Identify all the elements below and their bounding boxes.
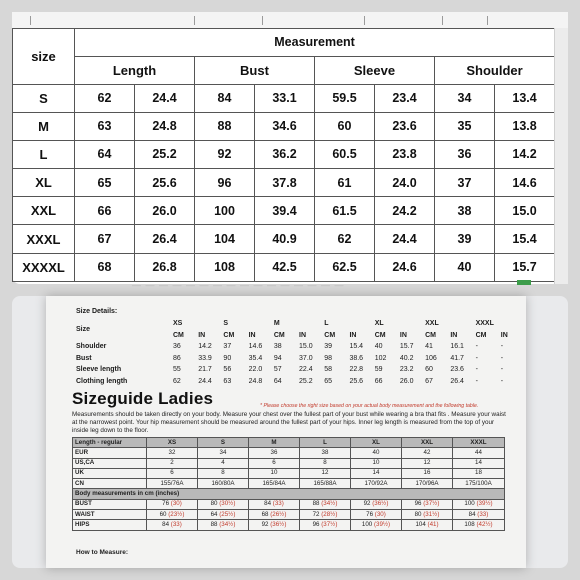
measurement-cell: 62 (315, 225, 375, 253)
length-header: Length (75, 57, 195, 85)
size-details-value: 57 (273, 366, 282, 374)
size-conversion-table (72, 437, 505, 531)
body-measurement-cell (351, 510, 402, 520)
inch-value: (37½) (423, 500, 440, 508)
measurement-cell: 24.4 (375, 225, 435, 253)
measurement-cell: 15.0 (495, 197, 555, 225)
measurement-cell: 39 (435, 225, 495, 253)
size-details-value: 14.2 (198, 343, 212, 351)
measurement-cell: 40.9 (255, 225, 315, 253)
size-details-value: 65 (324, 377, 333, 385)
size-details-value: 39 (324, 343, 333, 351)
size-details-value: 66 (374, 377, 383, 385)
guide-cell: 8 (198, 468, 249, 478)
size-details-value: 24.8 (248, 377, 263, 385)
measurement-cell: 108 (195, 253, 255, 281)
measurement-cell: 62.5 (315, 253, 375, 281)
guide-cell: 34 (198, 448, 249, 458)
size-details-value: 40.2 (399, 354, 414, 362)
body-measurement-cell (147, 510, 198, 520)
unit-in: IN (299, 331, 307, 339)
size-details-value: 59 (374, 366, 383, 374)
cm-value: 76 (366, 510, 374, 518)
guide-cell: 155/76A (147, 479, 198, 489)
size-details-size-row (76, 318, 526, 330)
guide-header-cell: XXXL (453, 438, 505, 448)
measurement-cell: 59.5 (315, 85, 375, 113)
cm-value: 84 (162, 520, 170, 528)
inch-value: (33) (272, 500, 284, 508)
unit-cm: CM (374, 331, 386, 339)
cm-value: 64 (210, 510, 218, 518)
measurement-cell: 39.4 (255, 197, 315, 225)
inch-value: (30½) (219, 500, 236, 508)
cm-value: 104 (415, 520, 426, 528)
size-label: Size (76, 326, 91, 333)
measurement-cell: 34.6 (255, 113, 315, 141)
size-details-value: 23.2 (399, 366, 414, 374)
body-measurement-cell (147, 499, 198, 509)
size-details-value: 21.7 (198, 366, 212, 374)
size-details-value: 37 (223, 343, 232, 351)
guide-header-cell: L (300, 438, 351, 448)
guide-cell: 160/80A (198, 479, 249, 489)
size-details-value: 15.0 (299, 343, 313, 351)
inch-value: (33) (170, 520, 182, 528)
guide-row-label: US,CA (73, 458, 147, 468)
size-details-value: 22.4 (299, 366, 313, 374)
guide-header-row (73, 438, 505, 448)
guide-cell: 32 (147, 448, 198, 458)
cm-value: 100 (361, 520, 373, 528)
table-row (76, 364, 526, 376)
cropped-row-text: — — — — — — — — — — — — — — — — (132, 280, 345, 290)
body-measurement-cell (300, 510, 351, 520)
size-details-size: XL (374, 320, 384, 328)
size-details-title: Size Details: (76, 308, 118, 315)
inch-value: (39½) (476, 500, 493, 508)
size-cell: M (13, 113, 75, 141)
size-cell: XXXL (13, 225, 75, 253)
guide-row-label: EUR (73, 448, 147, 458)
size-details-value: 16.1 (450, 343, 464, 351)
table-row (76, 376, 526, 388)
guide-cell: 14 (453, 458, 505, 468)
size-details-value: 106 (425, 354, 437, 362)
cm-value: 80 (414, 510, 422, 518)
measurement-cell: 24.4 (135, 85, 195, 113)
inch-value: (36½) (270, 520, 287, 528)
shoulder-header: Shoulder (435, 57, 555, 85)
size-details-value: 38.6 (349, 354, 364, 362)
measurement-cell: 13.8 (495, 113, 555, 141)
measurement-cell: 68 (75, 253, 135, 281)
vertical-scrollbar[interactable] (554, 28, 568, 284)
body-row-label: HIPS (73, 520, 147, 530)
measurement-cell: 26.4 (135, 225, 195, 253)
guide-cell: 40 (351, 448, 402, 458)
inch-value: (33) (477, 510, 489, 518)
table-row (13, 113, 555, 141)
body-measurement-cell (402, 499, 453, 509)
body-measurement-cell (198, 520, 249, 530)
size-details-value: 67 (425, 377, 433, 385)
guide-header-cell: XXL (402, 438, 453, 448)
guide-cell: 38 (300, 448, 351, 458)
measurement-cell: 15.4 (495, 225, 555, 253)
measurement-cell: 24.8 (135, 113, 195, 141)
table-row (13, 253, 555, 281)
sleeve-header: Sleeve (315, 57, 435, 85)
measurement-cell: 37 (435, 169, 495, 197)
unit-in: IN (349, 331, 357, 339)
guide-cell: 44 (453, 448, 505, 458)
measurement-cell: 65 (75, 169, 135, 197)
size-details-table (76, 318, 526, 387)
measurement-cell: 60 (315, 113, 375, 141)
guide-cell: 10 (351, 458, 402, 468)
inch-value: (37½) (321, 520, 338, 528)
table-row (73, 468, 505, 478)
measurement-table (12, 28, 555, 282)
size-details-size: XXL (425, 320, 439, 328)
unit-cm: CM (173, 331, 184, 339)
cm-value: 76 (162, 500, 170, 508)
guide-header-cell: S (198, 438, 249, 448)
cm-value: 100 (464, 500, 475, 508)
size-details-value: 41 (425, 343, 433, 351)
size-details-label: Sleeve length (76, 366, 122, 374)
body-measurement-cell (402, 520, 453, 530)
measurement-cell: 13.4 (495, 85, 555, 113)
inch-value: (34½) (219, 520, 236, 528)
guide-cell: 16 (402, 468, 453, 478)
table-row (73, 520, 505, 530)
guide-cell: 10 (249, 468, 300, 478)
size-details-size: XS (173, 320, 183, 328)
inch-value: (28½) (321, 510, 338, 518)
measurement-cell: 37.8 (255, 169, 315, 197)
sizeguide-title: Sizeguide Ladies (72, 389, 214, 408)
measurement-photo (12, 12, 568, 290)
table-row (73, 479, 505, 489)
unit-cm: CM (223, 331, 235, 339)
measurement-cell: 15.7 (495, 253, 555, 281)
measurement-cell: 61.5 (315, 197, 375, 225)
measurement-cell: 63 (75, 113, 135, 141)
guide-row-label: UK (73, 468, 147, 478)
body-measurement-cell (351, 499, 402, 509)
size-details-value: 35.4 (248, 354, 263, 362)
guide-row-label: CN (73, 479, 147, 489)
guide-header-cell: XL (351, 438, 402, 448)
size-details-value: 37.0 (299, 354, 313, 362)
measurement-cell: 42.5 (255, 253, 315, 281)
measurement-cell: 66 (75, 197, 135, 225)
size-details-value: - (500, 366, 504, 374)
table-row (76, 353, 526, 365)
measurement-instructions: Measurements should be taken directly on your body. Measure your chest over the fullest part of your bust while wearing a bra that fits . Measure your waist at the narrowest point. Your hip measurement should be measured around the fullest part of your hips. Inner leg length is measured from the top of your inside leg down to the floor. (72, 411, 506, 434)
inch-value: (41) (427, 520, 439, 528)
body-measurements-header-row (73, 489, 505, 499)
size-details-value: 62 (173, 377, 181, 385)
guide-cell: 6 (249, 458, 300, 468)
cm-value: 92 (261, 520, 269, 528)
cm-value: 88 (312, 500, 320, 508)
measurement-cell: 24.6 (375, 253, 435, 281)
bust-header: Bust (195, 57, 315, 85)
measurement-cell: 36.2 (255, 141, 315, 169)
size-details-value: 26.4 (450, 377, 464, 385)
body-measurement-cell (198, 499, 249, 509)
unit-in: IN (500, 331, 508, 339)
cm-value: 68 (261, 510, 269, 518)
size-details-value: 26.0 (399, 377, 414, 385)
body-measurement-cell (249, 520, 300, 530)
size-cell: XXL (13, 197, 75, 225)
size-details-size: M (273, 320, 280, 328)
table-row (13, 197, 555, 225)
cm-value: 72 (312, 510, 320, 518)
guide-cell: 42 (402, 448, 453, 458)
size-details-value: 36 (173, 343, 181, 351)
guide-cell: 8 (300, 458, 351, 468)
size-details-value: 64 (273, 377, 282, 385)
body-measurement-cell (147, 520, 198, 530)
measurement-cell: 100 (195, 197, 255, 225)
measurement-cell: 88 (195, 113, 255, 141)
size-details-value: - (500, 343, 504, 351)
unit-in: IN (248, 331, 256, 339)
inch-value: (42½) (476, 520, 493, 528)
inch-value: (36½) (372, 500, 389, 508)
measurement-cell: 61 (315, 169, 375, 197)
size-details-value: - (500, 354, 504, 362)
size-details-value: 25.2 (299, 377, 313, 385)
size-details-size: XXXL (475, 320, 494, 328)
size-details-size: L (324, 320, 329, 328)
measurement-cell: 25.6 (135, 169, 195, 197)
size-details-value: 41.7 (450, 354, 464, 362)
cm-value: 92 (363, 500, 371, 508)
size-details-value: 38 (273, 343, 282, 351)
size-details-value: - (500, 377, 504, 385)
size-choice-note: * Please choose the right size based on your actual body measurement and the following table. (260, 403, 479, 409)
size-details-value: 98 (324, 354, 333, 362)
guide-cell: 14 (351, 468, 402, 478)
guide-cell: 165/88A (300, 479, 351, 489)
size-details-value: 14.6 (248, 343, 263, 351)
unit-cm: CM (273, 331, 285, 339)
body-measurement-cell (453, 520, 505, 530)
size-details-value: 24.4 (198, 377, 212, 385)
inch-value: (30) (170, 500, 182, 508)
cm-value: 88 (210, 520, 218, 528)
measurement-cell: 23.4 (375, 85, 435, 113)
body-measurement-cell (402, 510, 453, 520)
inch-value: (34½) (321, 500, 338, 508)
measurement-cell: 40 (435, 253, 495, 281)
size-details-label: Bust (76, 354, 92, 362)
measurement-cell: 38 (435, 197, 495, 225)
guide-cell: 12 (300, 468, 351, 478)
inch-value: (26½) (270, 510, 287, 518)
cm-value: 80 (210, 500, 218, 508)
table-row (73, 510, 505, 520)
size-details-value: 58 (324, 366, 333, 374)
measurement-cell: 92 (195, 141, 255, 169)
unit-cm: CM (475, 331, 487, 339)
cm-value: 96 (414, 500, 422, 508)
cm-value: 84 (468, 510, 476, 518)
size-details-size: S (223, 320, 229, 328)
size-details-value: 22.0 (248, 366, 263, 374)
unit-in: IN (198, 331, 206, 339)
measurement-cell: 64 (75, 141, 135, 169)
inch-value: (23½) (168, 510, 185, 518)
unit-cm: CM (324, 331, 336, 339)
guide-cell: 165/84A (249, 479, 300, 489)
size-guide-sheet (46, 296, 526, 568)
inch-value: (39½) (373, 520, 391, 528)
measurement-cell: 14.6 (495, 169, 555, 197)
measurement-cell: 24.0 (375, 169, 435, 197)
measurement-cell: 60.5 (315, 141, 375, 169)
size-details-value: 22.8 (349, 366, 364, 374)
measurement-cell: 35 (435, 113, 495, 141)
sheet-tab-indicator (517, 280, 531, 285)
size-details-value: 86 (173, 354, 181, 362)
size-details-label: Shoulder (76, 343, 107, 351)
guide-header-cell: XS (147, 438, 198, 448)
size-cell: XL (13, 169, 75, 197)
measurement-header: Measurement (75, 29, 555, 57)
measurement-cell: 25.2 (135, 141, 195, 169)
body-measurement-cell (300, 499, 351, 509)
measurement-cell: 23.6 (375, 113, 435, 141)
body-measurement-cell (300, 520, 351, 530)
guide-cell: 6 (147, 468, 198, 478)
size-details-value: 23.6 (450, 366, 464, 374)
measurement-cell: 62 (75, 85, 135, 113)
unit-in: IN (399, 331, 407, 339)
size-details-value: - (475, 343, 478, 351)
measurement-cell: 26.0 (135, 197, 195, 225)
size-details-value: - (475, 366, 478, 374)
measurement-cell: 14.2 (495, 141, 555, 169)
spreadsheet-top-strip (12, 12, 568, 28)
guide-cell: 170/96A (402, 479, 453, 489)
guide-header-cell: Length - regular (73, 438, 147, 448)
guide-cell: 170/92A (351, 479, 402, 489)
table-row (13, 85, 555, 113)
size-details-value: 63 (223, 377, 232, 385)
table-row (13, 225, 555, 253)
size-details-value: 25.6 (349, 377, 364, 385)
cm-value: 60 (159, 510, 167, 518)
size-details-value: 102 (374, 354, 387, 362)
unit-cm: CM (425, 331, 437, 339)
body-measurement-cell (453, 510, 505, 520)
table-row (13, 141, 555, 169)
measurement-cell: 104 (195, 225, 255, 253)
body-row-label: WAIST (73, 510, 147, 520)
cm-value: 108 (464, 520, 475, 528)
body-measurement-cell (249, 510, 300, 520)
guide-cell: 36 (249, 448, 300, 458)
size-details-value: 56 (223, 366, 232, 374)
measurement-cell: 36 (435, 141, 495, 169)
guide-cell: 4 (198, 458, 249, 468)
size-cell: XXXXL (13, 253, 75, 281)
body-row-label: BUST (73, 499, 147, 509)
size-details-value: 90 (223, 354, 232, 362)
size-details-value: 15.4 (349, 343, 364, 351)
measurement-cell: 34 (435, 85, 495, 113)
table-row (13, 169, 555, 197)
table-row (73, 448, 505, 458)
size-cell: L (13, 141, 75, 169)
measurement-cell: 84 (195, 85, 255, 113)
unit-in: IN (450, 331, 458, 339)
table-row (73, 458, 505, 468)
size-cell: S (13, 85, 75, 113)
table-row (76, 341, 526, 353)
measurement-cell: 26.8 (135, 253, 195, 281)
measurement-cell: 96 (195, 169, 255, 197)
size-details-value: 94 (273, 354, 282, 362)
size-guide-photo (12, 296, 568, 568)
body-measurement-cell (198, 510, 249, 520)
cm-value: 96 (312, 520, 320, 528)
guide-cell: 175/100A (453, 479, 505, 489)
size-column-header: size (13, 29, 75, 85)
size-details-value: 15.7 (399, 343, 414, 351)
body-measurement-cell (351, 520, 402, 530)
size-details-value: 60 (425, 366, 433, 374)
size-details-value: - (475, 377, 478, 385)
guide-cell: 18 (453, 468, 505, 478)
measurement-cell: 67 (75, 225, 135, 253)
inch-value: (30) (374, 510, 386, 518)
how-to-measure-heading: How to Measure: (76, 549, 129, 556)
body-measurements-header: Body measurements in cm (inches) (73, 489, 505, 499)
inch-value: (25½) (219, 510, 236, 518)
body-measurement-cell (249, 499, 300, 509)
size-details-value: 40 (374, 343, 383, 351)
guide-header-cell: M (249, 438, 300, 448)
measurement-cell: 24.2 (375, 197, 435, 225)
size-details-value: 33.9 (198, 354, 212, 362)
cm-value: 84 (264, 500, 272, 508)
guide-cell: 12 (402, 458, 453, 468)
measurement-cell: 23.8 (375, 141, 435, 169)
body-measurement-cell (453, 499, 505, 509)
size-details-value: 55 (173, 366, 181, 374)
measurement-cell: 33.1 (255, 85, 315, 113)
inch-value: (31½) (423, 510, 440, 518)
size-details-label: Clothing length (76, 377, 128, 385)
guide-cell: 2 (147, 458, 198, 468)
size-details-value: - (475, 354, 478, 362)
table-row (73, 499, 505, 509)
